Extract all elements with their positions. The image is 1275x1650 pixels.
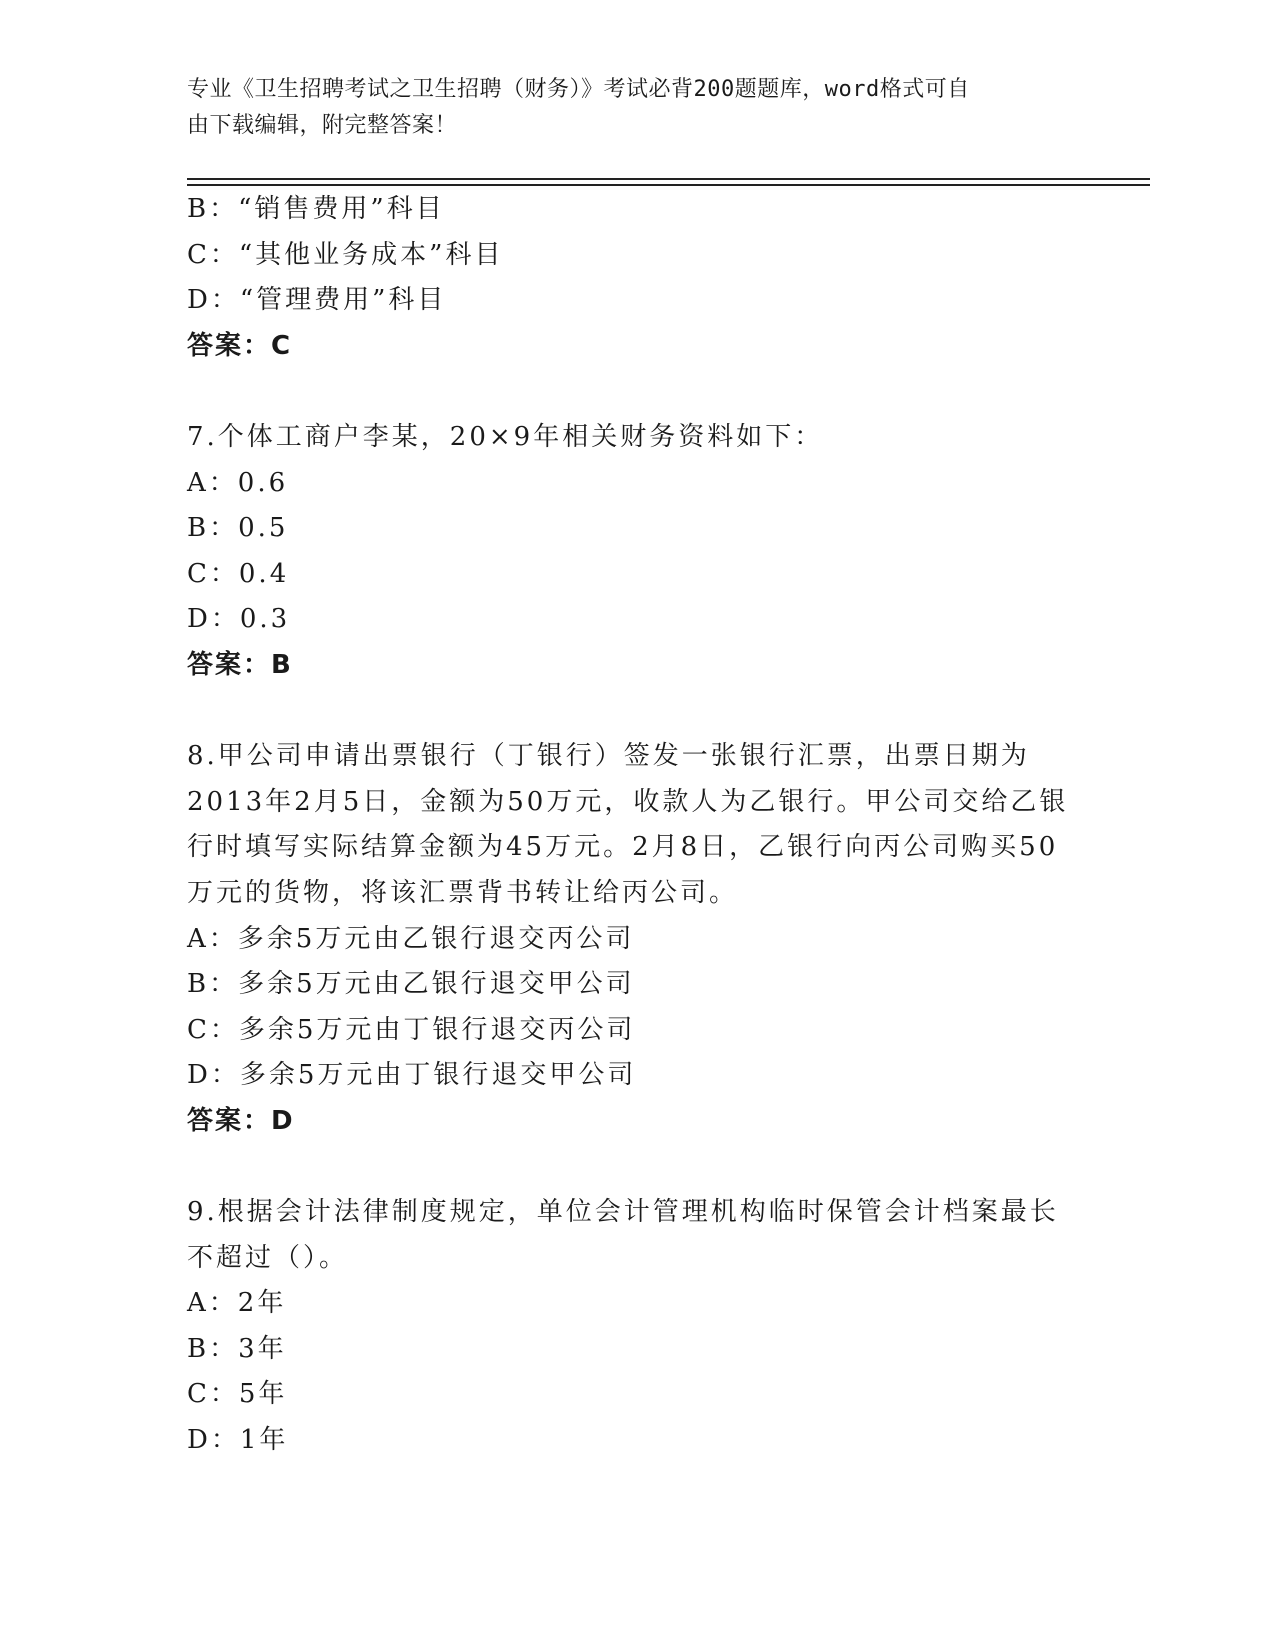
- option-d: D：“管理费用”科目: [187, 285, 447, 316]
- option-d: D：0.3: [187, 604, 291, 635]
- option-d: D：1年: [187, 1425, 289, 1456]
- option-b: B：“销售费用”科目: [187, 194, 445, 224]
- question-stem-line: 行时填写实际结算金额为45万元。2月8日，乙银行向丙公司购买50: [187, 832, 1059, 863]
- answer-label: 答案：C: [187, 330, 293, 361]
- question-stem-line: 不超过（）。: [187, 1242, 349, 1273]
- option-b: B：3年: [187, 1333, 287, 1364]
- option-b: B：0.5: [187, 513, 289, 544]
- answer-label: 答案：D: [187, 1105, 295, 1136]
- spacer: [187, 689, 1087, 735]
- option-a: A：2年: [187, 1288, 287, 1319]
- question-8: [187, 734, 1087, 1144]
- question-content: [187, 187, 1087, 1464]
- question-stem-line: 2013年2月5日，金额为50万元，收款人为乙银行。甲公司交给乙银: [187, 786, 1069, 817]
- option-c: C：0.4: [187, 558, 290, 589]
- answer-label: 答案：B: [187, 649, 293, 680]
- header-divider-top: [187, 178, 1150, 180]
- header-divider-bottom: [187, 184, 1150, 186]
- option-a: A：0.6: [187, 467, 289, 498]
- option-c: C：“其他业务成本”科目: [187, 239, 504, 270]
- header-line-2: 由下载编辑，附完整答案！: [187, 113, 458, 138]
- question-stem-line: 万元的货物，将该汇票背书转让给丙公司。: [187, 877, 739, 908]
- question-6-tail: [187, 187, 1087, 369]
- option-d: D：多余5万元由丁银行退交甲公司: [187, 1060, 637, 1091]
- spacer: [187, 1144, 1087, 1190]
- question-stem: 7.个体工商户李某，20×9年相关财务资料如下：: [187, 421, 824, 452]
- option-b: B：多余5万元由乙银行退交甲公司: [187, 969, 635, 1000]
- option-c: C：5年: [187, 1379, 288, 1410]
- question-7: [187, 415, 1087, 689]
- question-9: [187, 1190, 1087, 1464]
- spacer: [187, 369, 1087, 415]
- option-a: A：多余5万元由乙银行退交丙公司: [187, 923, 635, 954]
- document-header: [187, 72, 1067, 144]
- option-c: C：多余5万元由丁银行退交丙公司: [187, 1014, 636, 1045]
- question-stem-line: 9.根据会计法律制度规定，单位会计管理机构临时保管会计档案最长: [187, 1197, 1059, 1228]
- header-line-1: 专业《卫生招聘考试之卫生招聘（财务）》考试必背200题题库，word格式可自: [187, 77, 970, 102]
- question-stem-line: 8.甲公司申请出票银行（丁银行）签发一张银行汇票，出票日期为: [187, 741, 1030, 772]
